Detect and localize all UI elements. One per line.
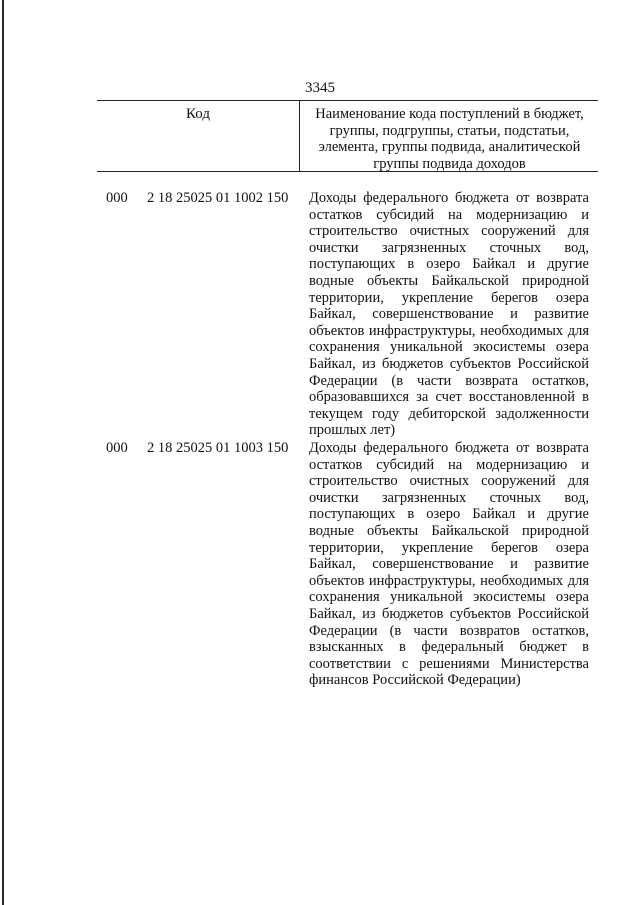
row-description: Доходы федерального бюджета от возврата остатков субсидий на модернизацию и строительство очистных сооружений для очистки загрязненных сточных вод, поступающих в озеро Байкал и другие водные объекты Байкальской природной территории, укрепление берегов озера Байкал, совершенствование и развитие объектов инфраструктуры, необходимых для сохранения уникальной экосистемы озера Байкал, из бюджетов субъектов Российской Федерации (в части возврата остатков, образовавшихся за счет восстановленной в текущем году дебиторской задолженности прошлых лет) (309, 190, 589, 439)
row-revenue-code: 2 18 25025 01 1002 150 (147, 190, 289, 206)
row-admin-code: 000 (106, 440, 128, 456)
page-number: 3345 (305, 80, 335, 96)
header-name-label: Наименование кода поступлений в бюджет, группы, подгруппы, статьи, подстатьи, элемента, группы подвида, аналитической группы подвида доходов (315, 106, 584, 172)
row-admin-code: 000 (106, 190, 128, 206)
row-revenue-code: 2 18 25025 01 1003 150 (147, 440, 289, 456)
header-code-label: Код (97, 101, 300, 171)
row-description: Доходы федерального бюджета от возврата остатков субсидий на модернизацию и строительство очистных сооружений для очистки загрязненных сточных вод, поступающих в озеро Байкал и другие водные объекты Байкальской природной территории, укрепление берегов озера Байкал, совершенствование и развитие объектов инфраструктуры, необходимых для сохранения уникальной экосистемы озера Байкал, из бюджетов субъектов Российской Федерации (в части возвратов остатков, взысканных в федеральный бюджет в соответствии с решениями Министерства финансов Российской Федерации) (309, 440, 589, 689)
table-header (97, 100, 598, 172)
page-edge-line (2, 0, 4, 905)
